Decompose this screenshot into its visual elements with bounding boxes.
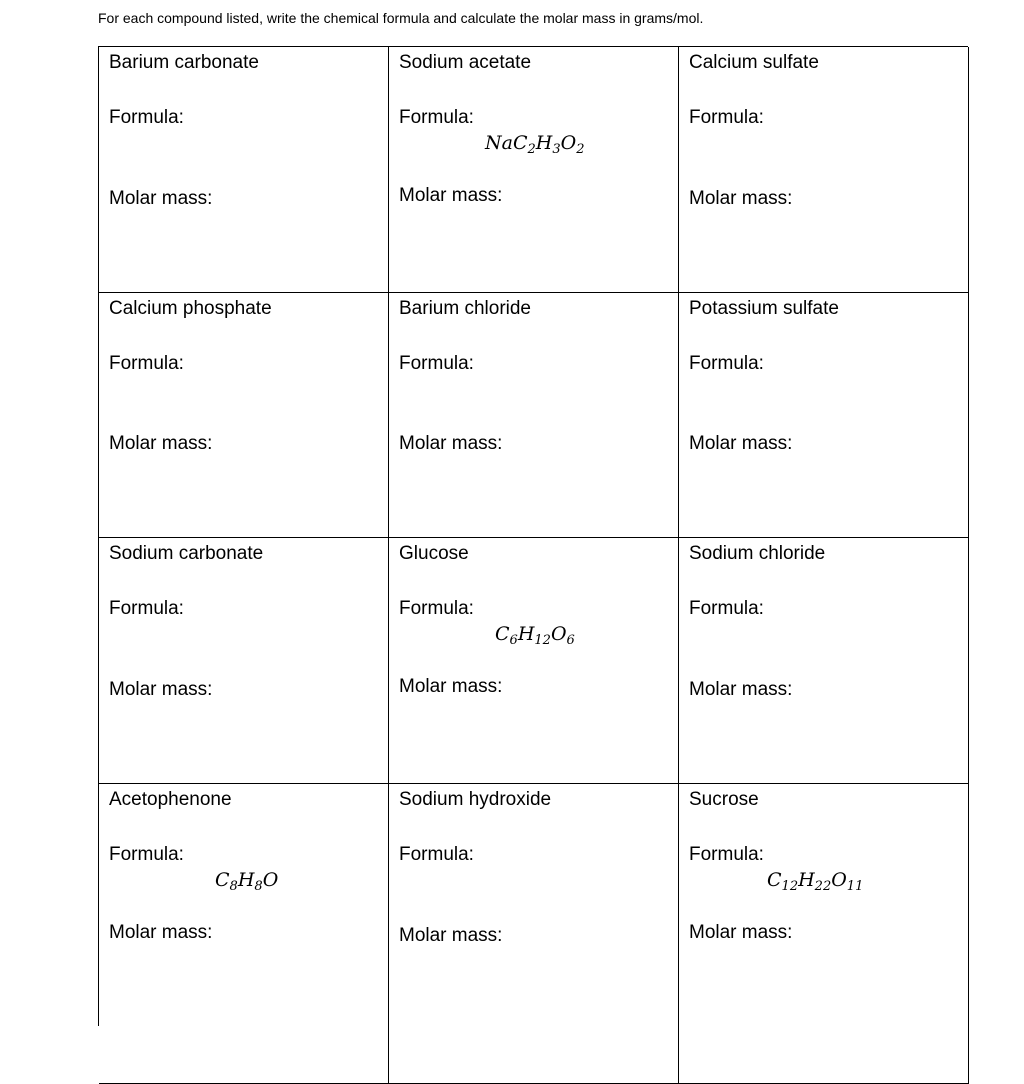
molar-mass-label: Molar mass: <box>689 679 793 700</box>
compound-cell <box>99 293 389 538</box>
compound-name: Sodium carbonate <box>109 543 264 564</box>
compound-name: Glucose <box>399 543 469 564</box>
compound-cell <box>389 784 679 1084</box>
compound-cell <box>679 784 969 1084</box>
compound-cell <box>679 47 969 293</box>
molar-mass-label: Molar mass: <box>109 433 213 454</box>
formula-label: Formula: <box>689 353 764 374</box>
molar-mass-label: Molar mass: <box>109 188 213 209</box>
formula-label: Formula: <box>399 353 474 374</box>
compound-name: Sodium hydroxide <box>399 789 552 810</box>
compound-cell <box>99 538 389 784</box>
molar-mass-label: Molar mass: <box>399 925 503 946</box>
molar-mass-label: Molar mass: <box>689 922 793 943</box>
compound-name: Sucrose <box>689 789 759 810</box>
formula-label: Formula: <box>109 353 184 374</box>
molar-mass-label: Molar mass: <box>399 185 503 206</box>
compound-name: Potassium sulfate <box>689 298 839 319</box>
compound-cell <box>389 293 679 538</box>
formula-label: Formula: <box>399 598 474 619</box>
compound-name: Calcium phosphate <box>109 298 272 319</box>
formula-value: $C_8H_8O$ <box>215 869 279 894</box>
molar-mass-label: Molar mass: <box>399 676 503 697</box>
compound-cell <box>389 538 679 784</box>
compound-name: Sodium chloride <box>689 543 826 564</box>
compound-cell <box>99 784 389 1084</box>
molar-mass-label: Molar mass: <box>109 679 213 700</box>
formula-label: Formula: <box>399 107 474 128</box>
formula-label: Formula: <box>109 844 184 865</box>
compound-cell <box>679 538 969 784</box>
formula-label: Formula: <box>109 107 184 128</box>
formula-label: Formula: <box>689 844 764 865</box>
molar-mass-label: Molar mass: <box>109 922 213 943</box>
molar-mass-label: Molar mass: <box>399 433 503 454</box>
formula-value: $NaC_2H_3O_2$ <box>485 132 585 157</box>
compound-cell <box>99 47 389 293</box>
formula-label: Formula: <box>689 598 764 619</box>
formula-label: Formula: <box>689 107 764 128</box>
compound-table <box>98 46 968 1026</box>
compound-name: Barium carbonate <box>109 52 259 73</box>
formula-label: Formula: <box>109 598 184 619</box>
molar-mass-label: Molar mass: <box>689 188 793 209</box>
instructions: For each compound listed, write the chemical formula and calculate the molar mass in grams/mol. <box>98 10 704 26</box>
formula-label: Formula: <box>399 844 474 865</box>
compound-name: Barium chloride <box>399 298 531 319</box>
compound-name: Acetophenone <box>109 789 232 810</box>
compound-name: Calcium sulfate <box>689 52 819 73</box>
compound-name: Sodium acetate <box>399 52 532 73</box>
compound-cell <box>679 293 969 538</box>
molar-mass-label: Molar mass: <box>689 433 793 454</box>
formula-value: $C_{12}H_{22}O_{11}$ <box>767 869 864 894</box>
formula-value: $C_6H_{12}O_6$ <box>495 623 575 648</box>
compound-cell <box>389 47 679 293</box>
